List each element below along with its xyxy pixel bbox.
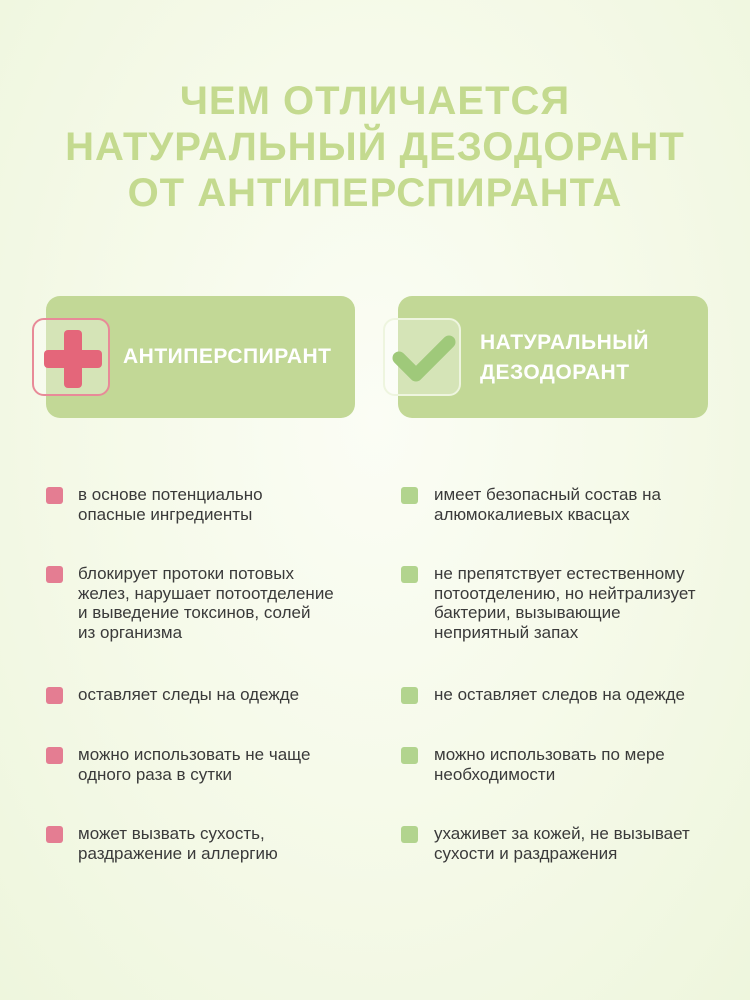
negative-bullet-icon <box>46 687 63 704</box>
antiperspirant-card-label: АНТИПЕРСПИРАНТ <box>123 345 332 368</box>
negative-bullet-icon <box>46 747 63 764</box>
positive-bullet-icon <box>401 566 418 583</box>
antiperspirant-point-4: можно использовать не чаще одного раза в сутки <box>78 745 311 784</box>
negative-bullet-icon <box>46 566 63 583</box>
deodorant-point-3: не оставляет следов на одежде <box>434 685 685 704</box>
positive-bullet-icon <box>401 826 418 843</box>
deodorant-point-1: имеет безопасный состав на алюмокалиевых квасцах <box>434 485 662 524</box>
positive-bullet-icon <box>401 747 418 764</box>
positive-bullet-icon <box>401 687 418 704</box>
title-line-2: НАТУРАЛЬНЫЙ ДЕЗОДОРАНТ <box>65 125 685 169</box>
deodorant-point-4: можно использовать по мере необходимости <box>434 745 665 784</box>
antiperspirant-point-1: в основе потенциально опасные ингредиенты <box>78 485 263 524</box>
title-line-3: ОТ АНТИПЕРСПИРАНТА <box>127 171 623 215</box>
antiperspirant-point-5: может вызвать сухость, раздражение и аллергию <box>78 824 278 863</box>
antiperspirant-point-3: оставляет следы на одежде <box>78 685 300 704</box>
plus-icon <box>32 318 110 396</box>
positive-bullet-icon <box>401 487 418 504</box>
negative-bullet-icon <box>46 826 63 843</box>
antiperspirant-point-2: блокирует протоки потовых желез, нарушает потоотделение и выведение токсинов, солей из организма <box>78 564 334 642</box>
deodorant-point-2: не препятствует естественному потоотделению, но нейтрализует бактерии, вызывающие неприятный запах <box>434 564 696 642</box>
check-icon <box>383 318 461 396</box>
deodorant-card-label: НАТУРАЛЬНЫЙ ДЕЗОДОРАНТ <box>480 331 649 384</box>
deodorant-point-5: ухаживет за кожей, не вызывает сухости и раздражения <box>434 824 690 863</box>
title-line-1: ЧЕМ ОТЛИЧАЕТСЯ <box>179 79 571 123</box>
negative-bullet-icon <box>46 487 63 504</box>
page-title <box>0 78 750 216</box>
